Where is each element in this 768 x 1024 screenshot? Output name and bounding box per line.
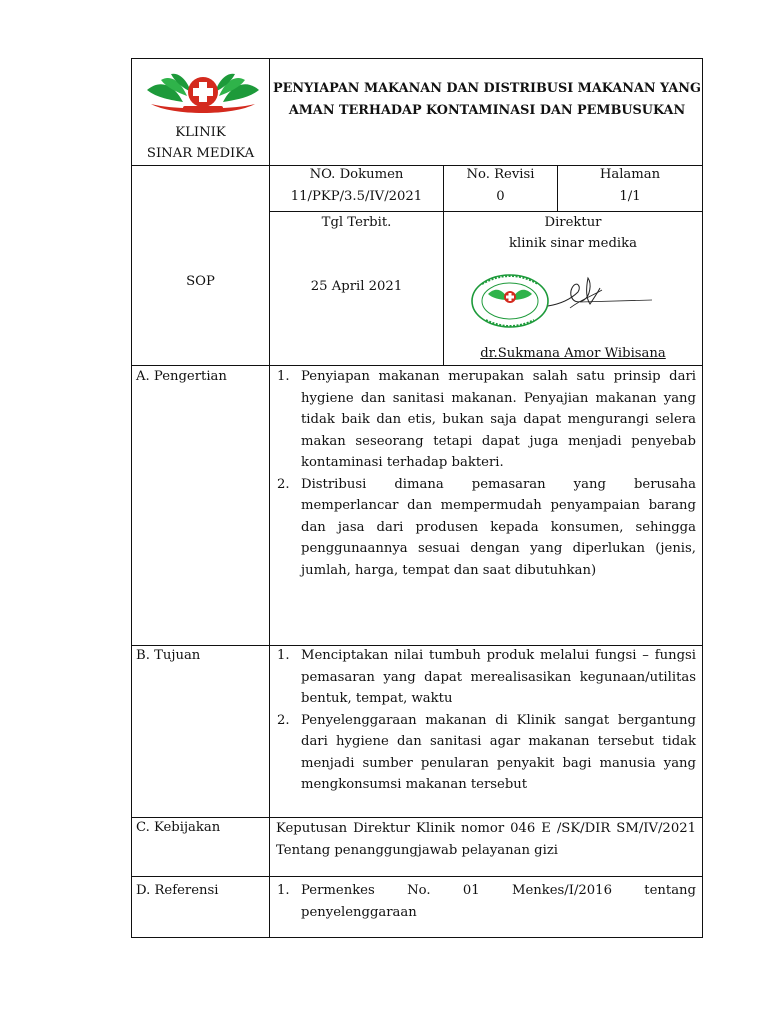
section-label-kebijakan: C. Kebijakan [136, 820, 221, 835]
list-item-text: Penyiapan makanan merupakan salah satu prinsip dari hygiene dan sanitasi makanan. Penyajian makanan yang tidak baik dan etis, bukan saja dapat mengurangi selera makan seseorang tetapi dapat juga menjadi penyebab kontaminasi terhadap bakteri. [301, 369, 696, 470]
director-name: dr.Sukmana Amor Wibisana [480, 346, 666, 361]
list-item-number: 1. [277, 369, 290, 384]
revision-value: 0 [496, 189, 505, 204]
list-item-number: 2. [277, 712, 290, 728]
list-item [277, 645, 696, 710]
tujuan-list [277, 645, 696, 796]
section-label-tujuan: B. Tujuan [136, 648, 201, 663]
table-border-right [702, 58, 703, 938]
list-item-number: 1. [277, 883, 290, 898]
table-border-top [131, 58, 703, 59]
issue-date-label: Tgl Terbit. [321, 215, 392, 230]
table-rule-kebijakan [131, 876, 703, 877]
list-item-number: 2. [277, 476, 290, 492]
document-title: PENYIAPAN MAKANAN DAN DISTRIBUSI MAKANAN YANG AMAN TERHADAP KONTAMINASI DAN PEMBUSUKAN [273, 81, 701, 118]
list-item [277, 880, 696, 923]
revision-label: No. Revisi [466, 167, 535, 182]
sop-label: SOP [186, 274, 215, 289]
table-border-left [131, 58, 132, 938]
clinic-name-line1: KLINIK [175, 125, 226, 140]
signature-icon [540, 270, 660, 320]
table-border-bottom [131, 937, 703, 938]
list-item [277, 710, 696, 796]
list-item [277, 366, 696, 474]
referensi-list [277, 880, 696, 923]
issue-date-value: 25 April 2021 [310, 279, 403, 294]
kebijakan-text: Keputusan Direktur Klinik nomor 046 E /SK/DIR SM/IV/2021 Tentang penanggungjawab pelayanan gizi [276, 821, 696, 858]
list-item-text: Permenkes No. 01 Menkes/I/2016 tentang penyelenggaraan [301, 883, 696, 920]
list-item-text: Menciptakan nilai tumbuh produk melalui fungsi – fungsi pemasaran yang dapat merealisasikan kegunaan/utilitas bentuk, tempat, waktu [301, 648, 696, 706]
list-item-text: Distribusi dimana pemasaran yang berusaha memperlancar dan mempermudah penyampaian barang dan jasa dari produsen kepada konsumen, sehingga penggunaannya sesuai dengan yang diperlukan (jenis, jumlah, harga, tempat dan saat dibutuhkan) [301, 476, 696, 578]
director-org: klinik sinar medika [509, 236, 637, 251]
list-item-text: Penyelenggaraan makanan di Klinik sangat bergantung dari hygiene dan sanitasi agar makanan tersebut tidak menjadi sumber penularan penyakit bagi manusia yang mengkonsumsi makanan tersebut [301, 712, 696, 792]
clinic-name-line2: SINAR MEDIKA [146, 146, 255, 161]
page-value: 1/1 [619, 189, 641, 204]
section-label-pengertian: A. Pengertian [136, 369, 227, 384]
list-item-number: 1. [277, 648, 290, 663]
section-label-referensi: D. Referensi [136, 883, 219, 898]
doc-no-label: NO. Dokumen [309, 167, 404, 182]
clinic-logo-icon [143, 70, 263, 118]
director-label: Direktur [544, 215, 602, 230]
list-item [277, 474, 696, 582]
page-label: Halaman [599, 167, 661, 182]
doc-no-value: 11/PKP/3.5/IV/2021 [290, 189, 423, 204]
pengertian-list [277, 366, 696, 581]
